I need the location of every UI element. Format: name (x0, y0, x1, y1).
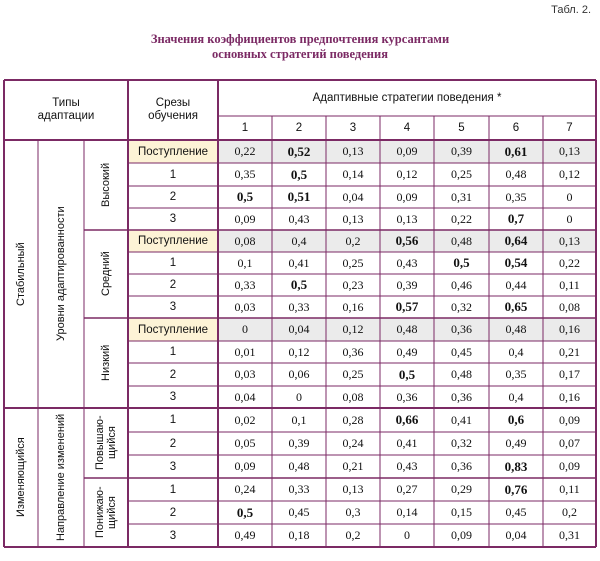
table-cell: 0,17 (559, 367, 580, 381)
row-stage: 3 (169, 301, 177, 313)
table-cell: 0,41 (396, 436, 418, 450)
table-cell: 0,27 (396, 482, 418, 496)
group-changing: Изменяющийся (15, 437, 27, 518)
table-cell: 0,13 (543, 230, 596, 252)
table-cell: 0,08 (218, 230, 272, 252)
table-cell: 0,35 (505, 367, 527, 381)
table-cell: 0,09 (396, 189, 418, 204)
table-cell: 0,48 (505, 167, 527, 181)
table-cell: 0,05 (234, 436, 256, 450)
row-stage: Поступление (128, 140, 218, 163)
table-cell: 0,44 (505, 277, 527, 292)
group-increasing: Повышаю-щийся (94, 415, 118, 471)
table-cell: 0,4 (508, 389, 524, 404)
table-cell: 0,46 (451, 277, 472, 292)
table-cell: 0,1 (237, 255, 253, 270)
table-cell: 0,29 (451, 482, 472, 496)
table-cell: 0,4 (272, 230, 326, 252)
table-cell: 0,41 (288, 255, 310, 270)
row-stage: 2 (169, 191, 177, 203)
table-cell: 0 (566, 211, 573, 226)
table-cell: 0,48 (380, 318, 434, 341)
table-cell: 0,43 (396, 255, 418, 270)
table-cell: 0,48 (288, 459, 310, 473)
group-decreasing: Понижаю-щийся (94, 486, 118, 539)
table-cell: 0,22 (559, 255, 580, 270)
column-header-6: 6 (512, 121, 520, 134)
table-cell: 0,49 (396, 344, 418, 359)
table-cell: 0,09 (559, 459, 580, 473)
table-cell: 0,04 (505, 528, 527, 542)
table-cell: 0,36 (434, 318, 489, 341)
table-cell: 0,48 (489, 318, 543, 341)
table-cell: 0,09 (234, 211, 256, 226)
table-cell: 0,09 (234, 459, 256, 473)
table-cell: 0,33 (234, 277, 256, 292)
table-cell: 0,16 (342, 299, 364, 314)
table-cell: 0,61 (489, 140, 543, 163)
table-cell: 0,45 (505, 505, 527, 519)
row-stage: 3 (169, 391, 177, 403)
table-cell: 0,09 (559, 412, 580, 427)
row-stage: Поступление (128, 318, 218, 341)
table-cell: 0,22 (451, 211, 472, 226)
caption-line-1: Значения коэффициентов предпочтения курсантами (150, 32, 450, 46)
table-cell: 0,48 (451, 367, 472, 381)
group-adaptation-levels: Уровни адаптированности (55, 206, 67, 342)
row-stage: 1 (169, 257, 177, 269)
table-cell: 0,18 (288, 528, 310, 542)
table-cell: 0,36 (451, 459, 472, 473)
table-cell: 0,57 (395, 299, 419, 314)
table-cell: 0,39 (434, 140, 489, 163)
table-cell: 0,24 (342, 436, 364, 450)
table-cell: 0,25 (451, 167, 472, 181)
table-cell: 0,5 (236, 504, 254, 520)
table-cell: 0,09 (451, 528, 472, 542)
table-cell: 0 (218, 318, 272, 341)
table-cell: 0,13 (396, 211, 418, 226)
table-cell: 0,12 (559, 167, 580, 181)
group-high: Высокий (100, 162, 112, 208)
table-cell: 0,43 (288, 211, 310, 226)
row-stage: 1 (169, 346, 177, 358)
table-cell: 0,23 (342, 277, 364, 292)
table-cell: 0,08 (342, 389, 364, 404)
row-stage: 1 (169, 414, 177, 426)
table-cell: 0,1 (291, 412, 307, 427)
table-cell: 0,3 (345, 505, 361, 519)
row-stage: 2 (169, 437, 177, 450)
table-cell: 0,5 (453, 255, 470, 270)
table-cell: 0,4 (508, 344, 524, 359)
table-cell: 0,54 (504, 255, 528, 270)
column-header-1: 1 (241, 121, 249, 134)
table-cell: 0,12 (288, 344, 310, 359)
column-header-5: 5 (458, 121, 465, 134)
table-cell: 0,39 (288, 436, 310, 450)
table-cell: 0,11 (559, 482, 580, 496)
table-cell: 0,16 (559, 389, 580, 404)
table-cell: 0,09 (380, 140, 434, 163)
column-header-2: 2 (295, 121, 303, 134)
table-cell: 0 (404, 528, 410, 542)
table-cell: 0,64 (489, 230, 543, 252)
row-stage: 3 (169, 460, 177, 473)
table-cell: 0,5 (290, 166, 308, 182)
group-stable: Стабильный (15, 242, 27, 306)
row-stage: 1 (169, 168, 177, 181)
table-cell: 0,76 (504, 481, 528, 497)
row-stage: 2 (169, 279, 177, 291)
table-cell: 0,33 (288, 299, 310, 314)
table-cell: 0,52 (272, 140, 326, 163)
table-cell: 0,02 (234, 412, 256, 427)
row-stage: Поступление (128, 230, 218, 252)
table-cell: 0,12 (396, 167, 418, 181)
table-cell: 0,36 (396, 389, 418, 404)
table-cell: 0,32 (451, 299, 472, 314)
header-training-slices: Срезы обучения (148, 97, 198, 122)
table-cell: 0,45 (288, 505, 310, 519)
group-medium: Средний (100, 251, 112, 297)
table-cell: 0,66 (395, 412, 419, 427)
table-cell: 0 (296, 389, 302, 404)
table-cell: 0,31 (451, 189, 472, 204)
header-adaptation-types: Типы адаптации (37, 97, 95, 122)
row-stage: 2 (169, 368, 177, 381)
table-cell: 0,01 (234, 344, 256, 359)
table-cell: 0,04 (272, 318, 326, 341)
table-cell: 0,48 (434, 230, 489, 252)
table-cell: 0,33 (288, 482, 310, 496)
table-cell: 0,49 (505, 436, 527, 450)
table-cell: 0,14 (396, 505, 418, 519)
table-cell: 0,5 (290, 277, 308, 292)
column-header-4: 4 (403, 121, 411, 134)
table-cell: 0,13 (543, 140, 596, 163)
column-header-7: 7 (566, 121, 573, 134)
row-stage: 1 (169, 483, 177, 496)
table-cell: 0,39 (396, 277, 418, 292)
table-cell: 0,56 (380, 230, 434, 252)
table-cell: 0,12 (326, 318, 380, 341)
table-cell: 0,5 (398, 366, 416, 382)
table-cell: 0,21 (342, 459, 364, 473)
group-low: Низкий (100, 344, 112, 382)
table-cell: 0,04 (342, 189, 364, 204)
table-cell: 0,41 (451, 412, 472, 427)
header-strategies: Адаптивные стратегии поведения * (312, 91, 502, 104)
table-cell: 0,51 (287, 189, 311, 204)
table-cell: 0,14 (342, 167, 364, 181)
table-cell: 0,07 (559, 436, 580, 450)
table-cell: 0,2 (326, 230, 380, 252)
table-cell: 0,13 (326, 140, 380, 163)
table-number: Табл. 2. (551, 4, 591, 16)
table-cell: 0,24 (234, 482, 256, 496)
table-cell: 0,2 (562, 505, 577, 519)
table-cell: 0,16 (543, 318, 596, 341)
table-cell: 0,15 (451, 505, 472, 519)
table-cell: 0,49 (234, 528, 256, 542)
table-cell: 0,45 (451, 344, 472, 359)
table-cell: 0,11 (559, 277, 580, 292)
table-cell: 0,04 (234, 389, 256, 404)
row-stage: 3 (169, 529, 177, 542)
table-cell: 0,35 (505, 189, 527, 204)
row-stage: 3 (169, 213, 177, 225)
table-cell: 0,06 (288, 367, 310, 381)
table-cell: 0,6 (507, 412, 525, 427)
row-stage: 2 (169, 506, 177, 519)
table-cell: 0,43 (396, 459, 418, 473)
table-cell: 0,21 (559, 344, 580, 359)
table-cell: 0,03 (234, 367, 256, 381)
table-cell: 0,36 (342, 344, 364, 359)
table-cell: 0,65 (504, 299, 528, 314)
table-cell: 0,25 (342, 367, 364, 381)
table-cell: 0,35 (234, 167, 256, 181)
group-direction: Направление изменений (55, 413, 67, 542)
caption-line-2: основных стратегий поведения (212, 47, 388, 61)
table-cell: 0,13 (342, 211, 364, 226)
table-cell: 0,36 (451, 389, 472, 404)
table-cell: 0,32 (451, 436, 472, 450)
table-cell: 0,7 (507, 211, 525, 226)
table-cell: 0,31 (559, 528, 580, 542)
column-header-3: 3 (349, 121, 357, 134)
table-cell: 0,25 (342, 255, 364, 270)
table-cell: 0 (566, 189, 573, 204)
table-cell: 0,28 (342, 412, 364, 427)
table-cell: 0,83 (504, 458, 528, 474)
table-cell: 0,22 (218, 140, 272, 163)
table-cell: 0,13 (342, 482, 364, 496)
table-cell: 0,03 (234, 299, 256, 314)
table-cell: 0,2 (345, 528, 361, 542)
table-cell: 0,08 (559, 299, 580, 314)
table-cell: 0,5 (236, 189, 254, 204)
